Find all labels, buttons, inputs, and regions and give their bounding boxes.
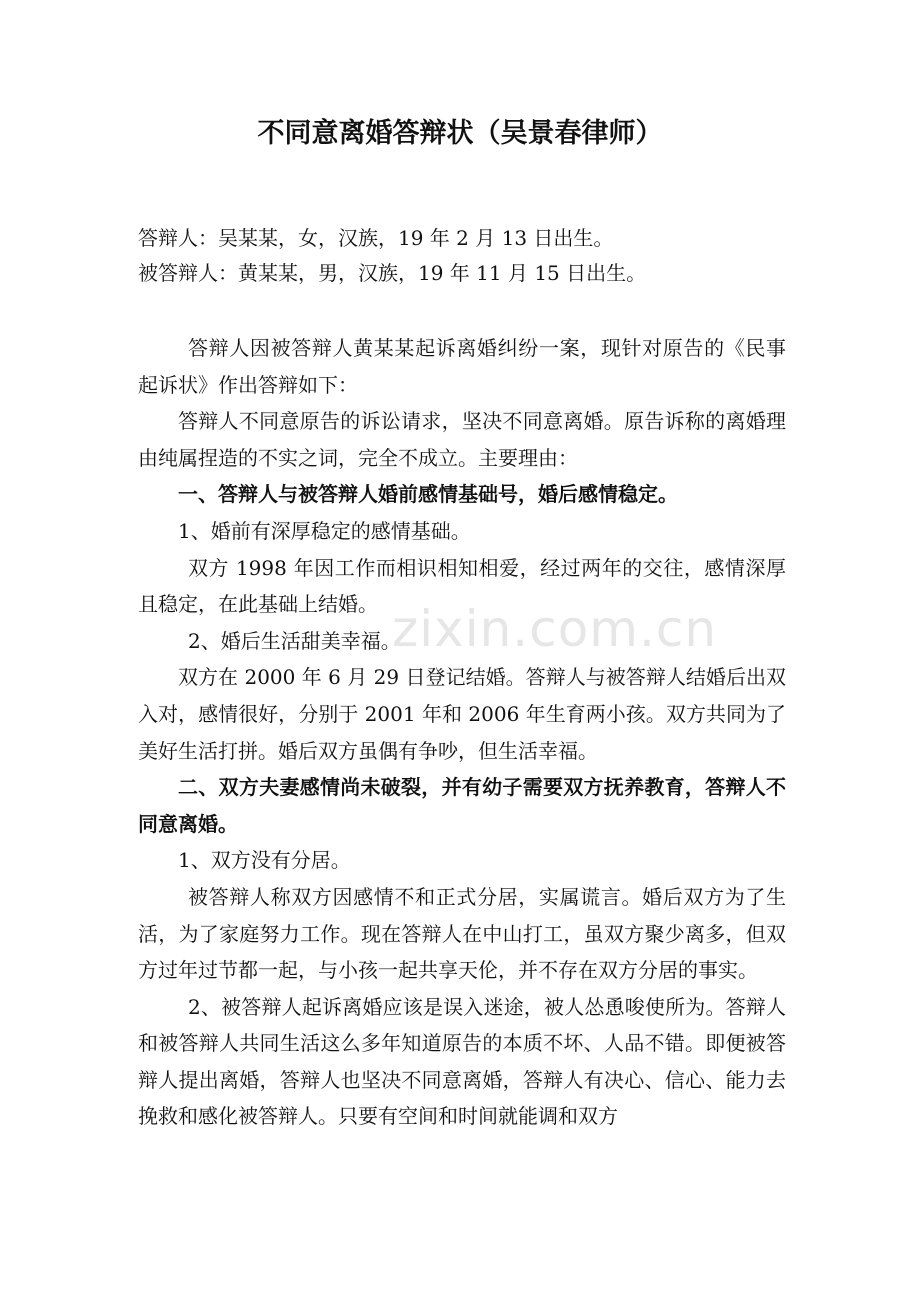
- document-title: 不同意离婚答辩状（吴景春律师）: [257, 118, 663, 149]
- subheading-1-1: 1、婚前有深厚稳定的感情基础。: [178, 518, 471, 543]
- paragraph-1-2: 双方在 2000 年 6 月 29 日登记结婚。答辩人与被答辩人结婚后出双入对，感情很好，分别于 2001 年和 2006 年生育两小孩。双方共同为了美好生活打拼。婚后双方虽偶有争吵，但生活幸福。: [138, 665, 786, 763]
- respondent-info: 答辩人：吴某某，女，汉族，19 年 2 月 13 日出生。: [138, 226, 614, 250]
- plaintiff-info: 被答辩人：黄某某，男，汉族，19 年 11 月 15 日出生。: [138, 261, 647, 285]
- paragraph-1-1: 双方 1998 年因工作而相识相知相爱，经过两年的交往，感情深厚且稳定，在此基础上结婚。: [138, 555, 786, 617]
- watermark-text: zixin.com.cn: [392, 600, 718, 658]
- subheading-2-1: 1、双方没有分居。: [178, 848, 351, 873]
- paragraph-2-1: 被答辩人称双方因感情不和正式分居，实属谎言。婚后双方为了生活，为了家庭努力工作。现在答辩人在中山打工，虽双方聚少离多，但双方过年过节都一起，与小孩一起共享天伦，并不存在双方分居的事实。: [138, 884, 786, 983]
- position-paragraph: 答辩人不同意原告的诉讼请求，坚决不同意离婚。原告诉称的离婚理由纯属捏造的不实之词，完全不成立。主要理由：: [138, 409, 786, 470]
- paragraph-2-2: 2、被答辩人起诉离婚应该是误入迷途，被人怂恿唆使所为。答辩人和被答辩人共同生活这么多年知道原告的本质不坏、人品不错。即便被答辩人提出离婚，答辩人也坚决不同意离婚，答辩人有决心、信心、能力去挽救和感化被答辩人。只要有空间和时间就能调和双方: [138, 994, 786, 1129]
- document-body: [138, 330, 786, 1135]
- intro-paragraph: 答辩人因被答辩人黄某某起诉离婚纠纷一案，现针对原告的《民事起诉状》作出答辩如下：: [138, 336, 786, 397]
- section-heading-2: 二、双方夫妻感情尚未破裂，并有幼子需要双方抚养教育，答辩人不同意离婚。: [138, 775, 786, 836]
- section-heading-1: 一、答辩人与被答辩人婚前感情基础号，婚后感情稳定。: [178, 482, 678, 507]
- subheading-1-2: 2、婚后生活甜美幸福。: [188, 628, 401, 653]
